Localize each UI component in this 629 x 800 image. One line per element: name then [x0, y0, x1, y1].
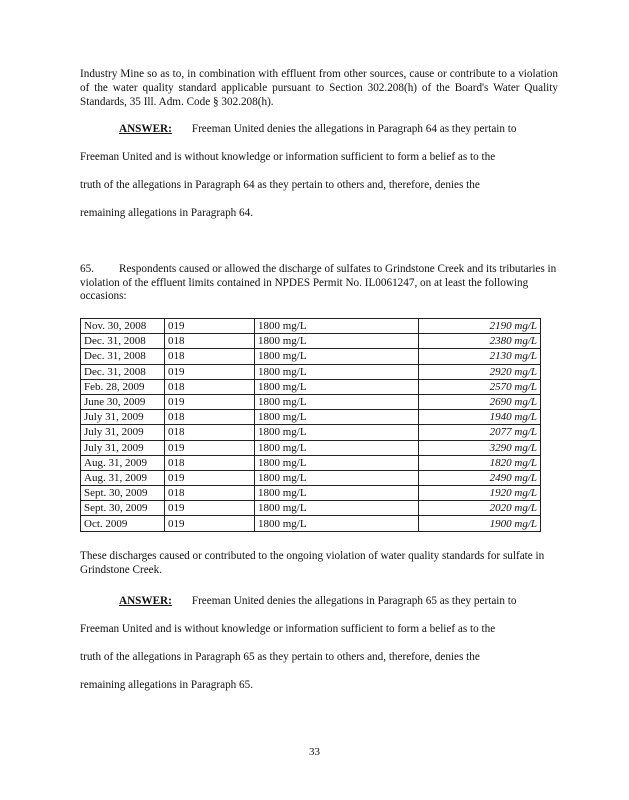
- limit-cell: 1800 mg/L: [255, 319, 419, 334]
- date-cell: June 30, 2009: [81, 394, 165, 409]
- limit-cell: 1800 mg/L: [255, 379, 419, 394]
- answer-64-text-1: Freeman United denies the allegations in Paragraph 64 as they pertain to: [191, 123, 517, 135]
- outfall-cell: 018: [165, 486, 255, 501]
- outfall-cell: 019: [165, 516, 255, 531]
- date-cell: Dec. 31, 2008: [81, 364, 165, 379]
- limit-cell: 1800 mg/L: [255, 455, 419, 470]
- value-cell: 2570 mg/L: [419, 379, 541, 394]
- outfall-cell: 019: [165, 470, 255, 485]
- value-cell: 1940 mg/L: [419, 410, 541, 425]
- value-cell: 2490 mg/L: [419, 470, 541, 485]
- answer-65-line4: remaining allegations in Paragraph 65.: [80, 679, 254, 691]
- answer-64-line1: [80, 122, 570, 136]
- limit-cell: 1800 mg/L: [255, 334, 419, 349]
- outfall-cell: 018: [165, 410, 255, 425]
- table-row: [81, 394, 541, 409]
- table-row: [81, 364, 541, 379]
- answer-64-label: ANSWER:: [119, 123, 172, 135]
- date-cell: Sept. 30, 2009: [81, 501, 165, 516]
- date-cell: Aug. 31, 2009: [81, 455, 165, 470]
- limit-cell: 1800 mg/L: [255, 425, 419, 440]
- limit-cell: 1800 mg/L: [255, 516, 419, 531]
- value-cell: 1900 mg/L: [419, 516, 541, 531]
- value-cell: 2020 mg/L: [419, 501, 541, 516]
- paragraph-65-text: Respondents caused or allowed the discharge of sulfates to Grindstone Creek and its tributaries in violation of the effluent limits contained in NPDES Permit No. IL0061247, on at least the following occasions:: [80, 263, 557, 302]
- limit-cell: 1800 mg/L: [255, 364, 419, 379]
- date-cell: Dec. 31, 2008: [81, 349, 165, 364]
- limit-cell: 1800 mg/L: [255, 394, 419, 409]
- outfall-cell: 019: [165, 501, 255, 516]
- limit-cell: 1800 mg/L: [255, 501, 419, 516]
- value-cell: 2077 mg/L: [419, 425, 541, 440]
- value-cell: 1820 mg/L: [419, 455, 541, 470]
- paragraph-64-tail: Industry Mine so as to, in combination with effluent from other sources, cause or contribute to a violation of the water quality standard applicable pursuant to Section 302.208(h) of the Board's Water Quality Standards, 35 Ill. Adm. Code § 302.208(h).: [80, 68, 558, 108]
- outfall-cell: 018: [165, 349, 255, 364]
- outfall-cell: 019: [165, 364, 255, 379]
- limit-cell: 1800 mg/L: [255, 486, 419, 501]
- date-cell: July 31, 2009: [81, 425, 165, 440]
- value-cell: 1920 mg/L: [419, 486, 541, 501]
- answer-65-line3: truth of the allegations in Paragraph 65 as they pertain to others and, therefore, denies the: [80, 651, 480, 663]
- date-cell: Oct. 2009: [81, 516, 165, 531]
- limit-cell: 1800 mg/L: [255, 349, 419, 364]
- table-row: [81, 470, 541, 485]
- answer-65-line2: Freeman United and is without knowledge or information sufficient to form a belief as to the: [80, 623, 496, 635]
- limit-cell: 1800 mg/L: [255, 440, 419, 455]
- outfall-cell: 019: [165, 319, 255, 334]
- paragraph-65-number: 65.: [80, 263, 94, 275]
- table-row: [81, 425, 541, 440]
- occasions-table: [80, 318, 541, 532]
- date-cell: July 31, 2009: [81, 440, 165, 455]
- table-row: [81, 379, 541, 394]
- table-row: [81, 516, 541, 531]
- table-row: [81, 486, 541, 501]
- outfall-cell: 018: [165, 425, 255, 440]
- value-cell: 2130 mg/L: [419, 349, 541, 364]
- table-row: [81, 319, 541, 334]
- value-cell: 2690 mg/L: [419, 394, 541, 409]
- answer-64-line2: Freeman United and is without knowledge or information sufficient to form a belief as to the: [80, 151, 496, 163]
- outfall-cell: 019: [165, 394, 255, 409]
- answer-65-label: ANSWER:: [119, 595, 172, 607]
- table-row: [81, 334, 541, 349]
- outfall-cell: 018: [165, 334, 255, 349]
- page-number: 33: [309, 746, 320, 758]
- date-cell: Nov. 30, 2008: [81, 319, 165, 334]
- answer-65-line1: [80, 594, 570, 608]
- outfall-cell: 019: [165, 440, 255, 455]
- date-cell: Aug. 31, 2009: [81, 470, 165, 485]
- outfall-cell: 018: [165, 455, 255, 470]
- paragraph-65: [80, 263, 558, 304]
- answer-65-text-1: Freeman United denies the allegations in Paragraph 65 as they pertain to: [191, 595, 517, 607]
- answer-64-line3: truth of the allegations in Paragraph 64 as they pertain to others and, therefore, denies the: [80, 179, 480, 191]
- table-row: [81, 349, 541, 364]
- value-cell: 3290 mg/L: [419, 440, 541, 455]
- value-cell: 2380 mg/L: [419, 334, 541, 349]
- limit-cell: 1800 mg/L: [255, 470, 419, 485]
- table-row: [81, 440, 541, 455]
- date-cell: Sept. 30, 2009: [81, 486, 165, 501]
- value-cell: 2920 mg/L: [419, 364, 541, 379]
- table-row: [81, 455, 541, 470]
- paragraph-65-after: These discharges caused or contributed to the ongoing violation of water quality standards for sulfate in Grindstone Creek.: [80, 550, 545, 576]
- value-cell: 2190 mg/L: [419, 319, 541, 334]
- limit-cell: 1800 mg/L: [255, 410, 419, 425]
- table-row: [81, 410, 541, 425]
- table-row: [81, 501, 541, 516]
- date-cell: Dec. 31, 2008: [81, 334, 165, 349]
- date-cell: Feb. 28, 2009: [81, 379, 165, 394]
- answer-64-line4: remaining allegations in Paragraph 64.: [80, 207, 254, 219]
- date-cell: July 31, 2009: [81, 410, 165, 425]
- outfall-cell: 018: [165, 379, 255, 394]
